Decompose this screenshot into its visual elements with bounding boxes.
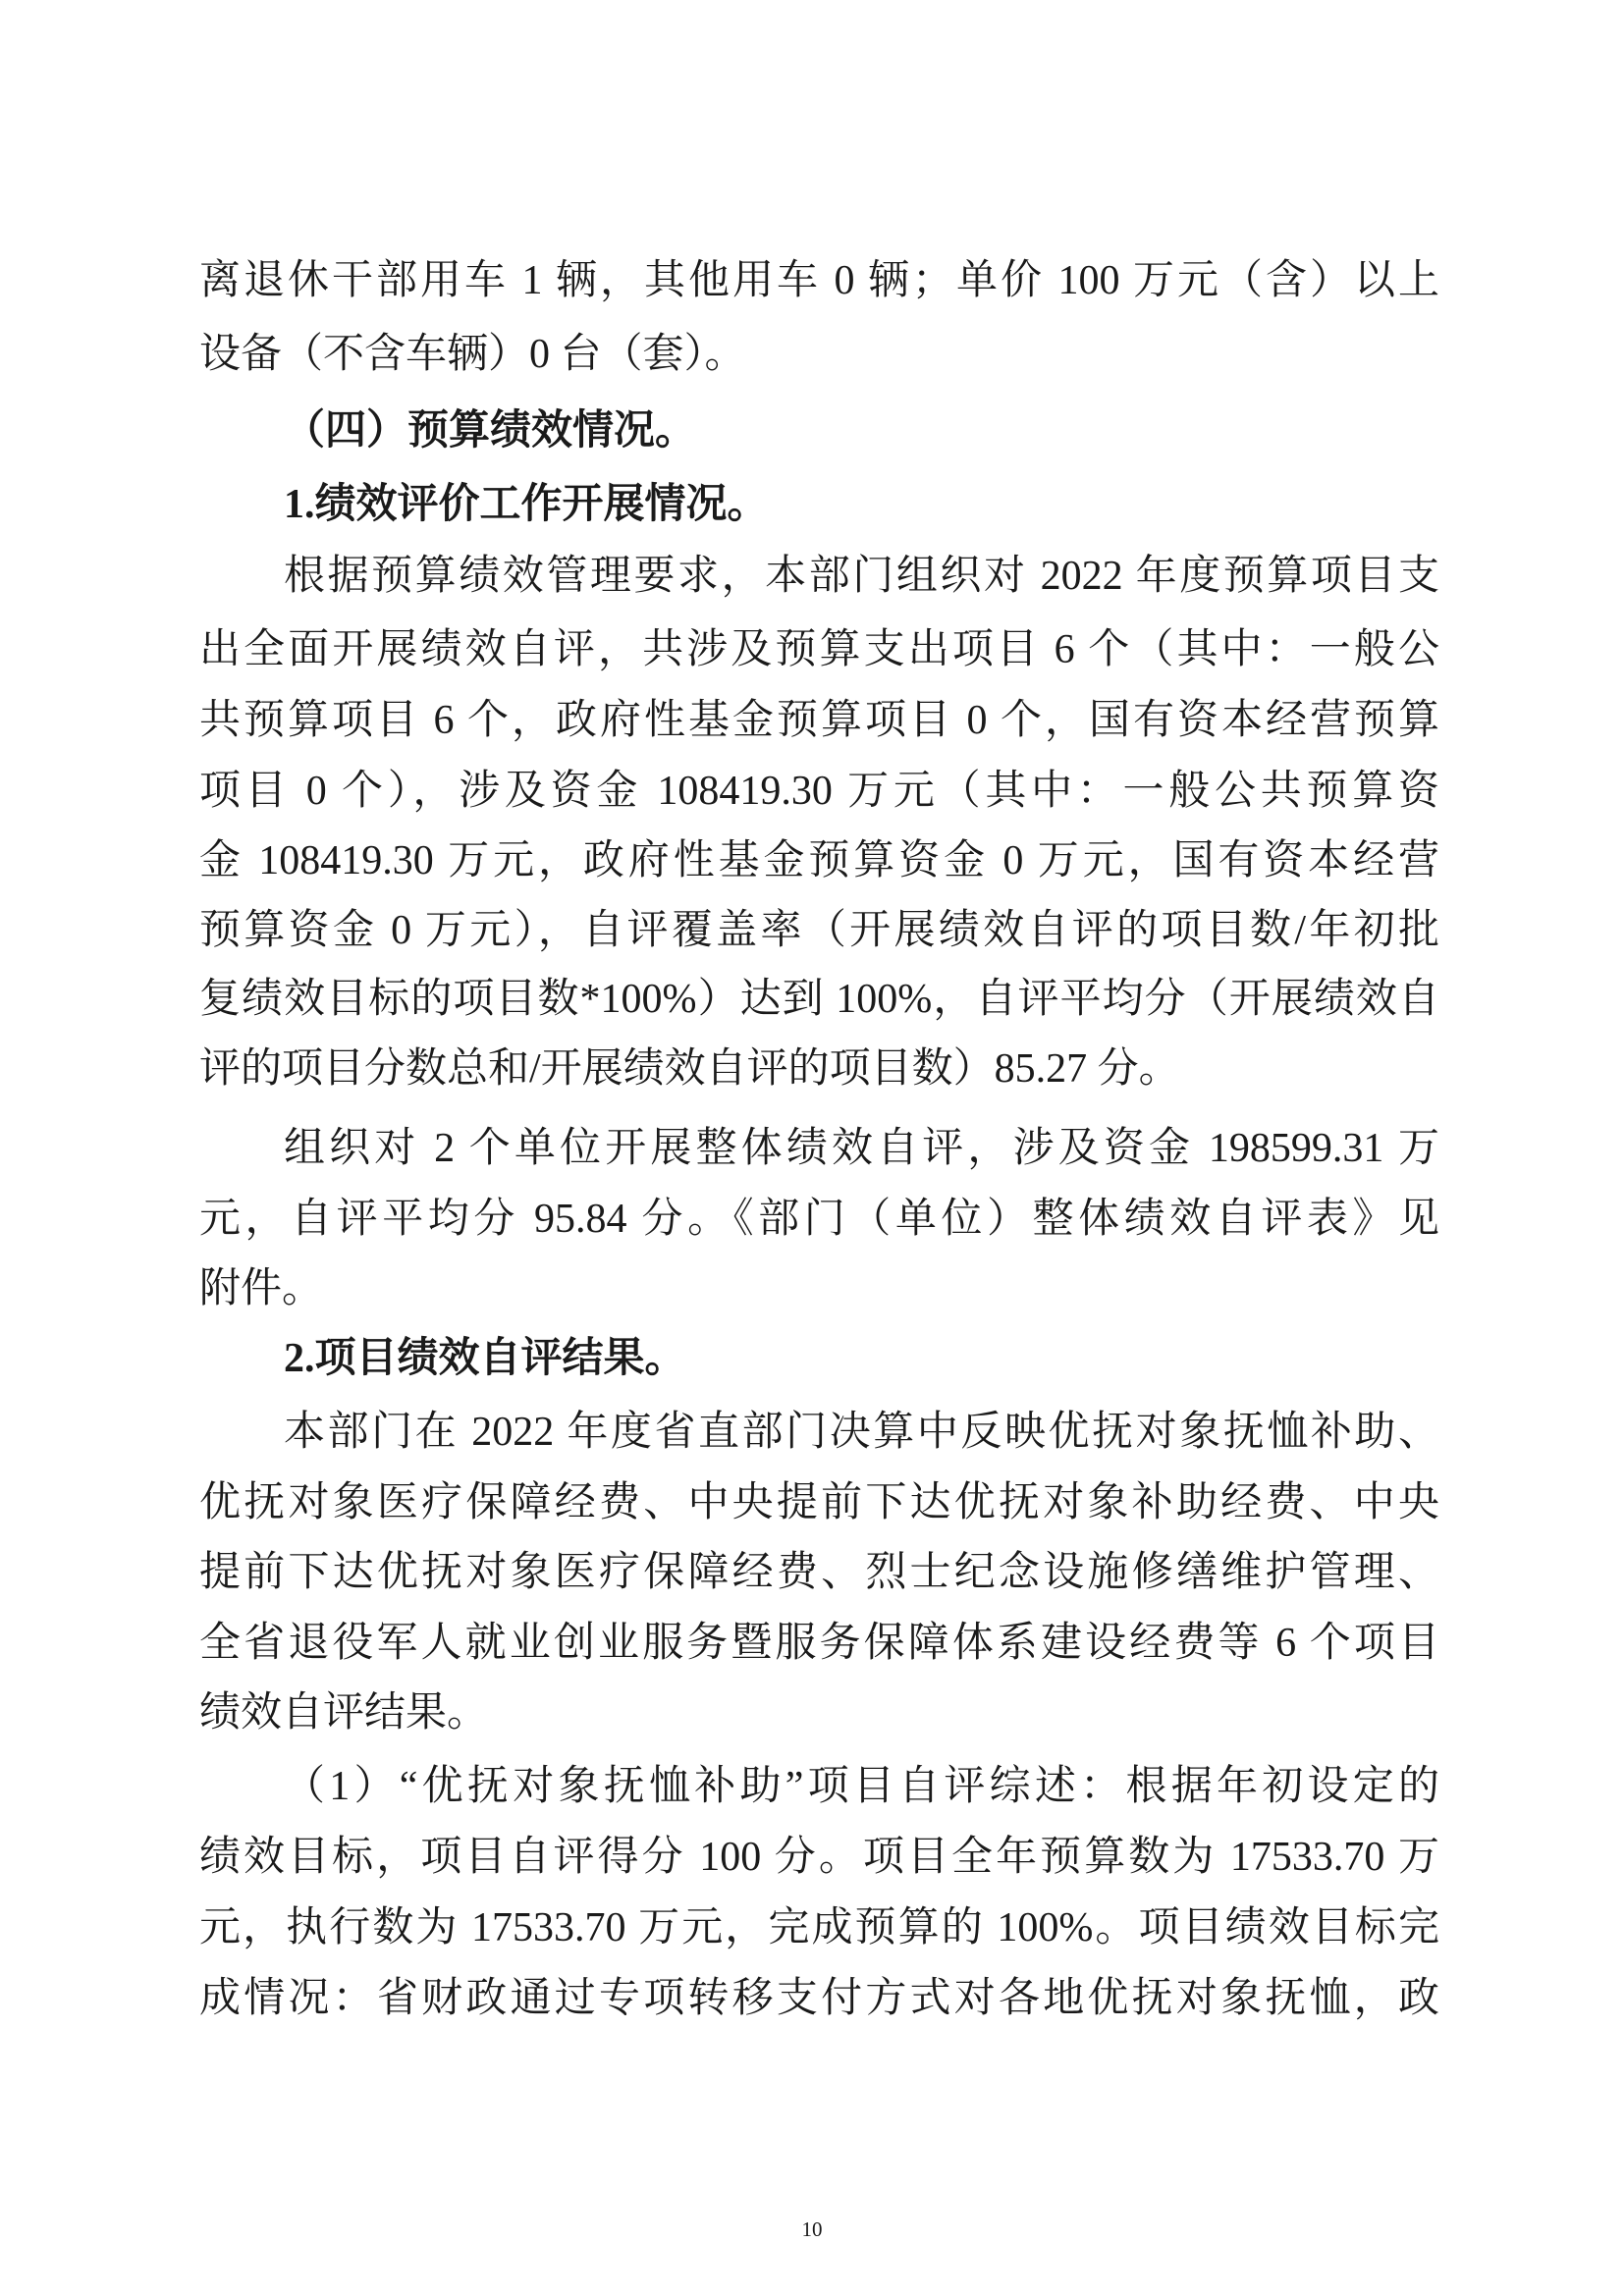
text-line: 全省退役军人就业创业服务暨服务保障体系建设经费等 6 个项目: [199, 1621, 1439, 1666]
text-line: 离退休干部用车 1 辆，其他用车 0 辆；单价 100 万元（含）以上: [199, 258, 1439, 303]
text-line: 组织对 2 个单位开展整体绩效自评，涉及资金 198599.31 万: [284, 1126, 1439, 1171]
text-line: 预算资金 0 万元），自评覆盖率（开展绩效自评的项目数/年初批: [199, 908, 1439, 953]
text-line: 元，自评平均分 95.84 分。《部门（单位）整体绩效自评表》见: [199, 1197, 1439, 1242]
text-line: 绩效目标，项目自评得分 100 分。项目全年预算数为 17533.70 万: [199, 1835, 1439, 1880]
subsection-heading: 1.绩效评价工作开展情况。: [284, 482, 769, 527]
text-line: 复绩效目标的项目数*100%）达到 100%，自评平均分（开展绩效自: [199, 977, 1439, 1022]
text-line: 根据预算绩效管理要求，本部门组织对 2022 年度预算项目支: [284, 554, 1439, 599]
page-number: 10: [801, 2217, 823, 2241]
text-line: 出全面开展绩效自评，共涉及预算支出项目 6 个（其中：一般公: [199, 627, 1439, 672]
text-line: 元，执行数为 17533.70 万元，完成预算的 100%。项目绩效目标完: [199, 1905, 1439, 1950]
text-line: 金 108419.30 万元，政府性基金预算资金 0 万元，国有资本经营: [199, 838, 1439, 883]
text-line: 绩效自评结果。: [199, 1690, 489, 1735]
text-line: 设备（不含车辆）0 台（套）。: [199, 332, 746, 377]
subsection-heading: 2.项目绩效自评结果。: [284, 1336, 686, 1381]
section-heading: （四）预算绩效情况。: [284, 408, 697, 454]
text-line: 成情况：省财政通过专项转移支付方式对各地优抚对象抚恤，政: [199, 1976, 1439, 2021]
text-line: 本部门在 2022 年度省直部门决算中反映优抚对象抚恤补助、: [284, 1410, 1439, 1455]
text-line: 附件。: [199, 1266, 324, 1311]
text-line: 优抚对象医疗保障经费、中央提前下达优抚对象补助经费、中央: [199, 1480, 1439, 1525]
text-line: 项目 0 个），涉及资金 108419.30 万元（其中：一般公共预算资: [199, 769, 1439, 814]
text-line: 共预算项目 6 个，政府性基金预算项目 0 个，国有资本经营预算: [199, 698, 1439, 743]
text-line: 提前下达优抚对象医疗保障经费、烈士纪念设施修缮维护管理、: [199, 1550, 1439, 1595]
text-line: （1）“优抚对象抚恤补助”项目自评综述：根据年初设定的: [284, 1764, 1439, 1809]
text-line: 评的项目分数总和/开展绩效自评的项目数）85.27 分。: [199, 1046, 1180, 1092]
